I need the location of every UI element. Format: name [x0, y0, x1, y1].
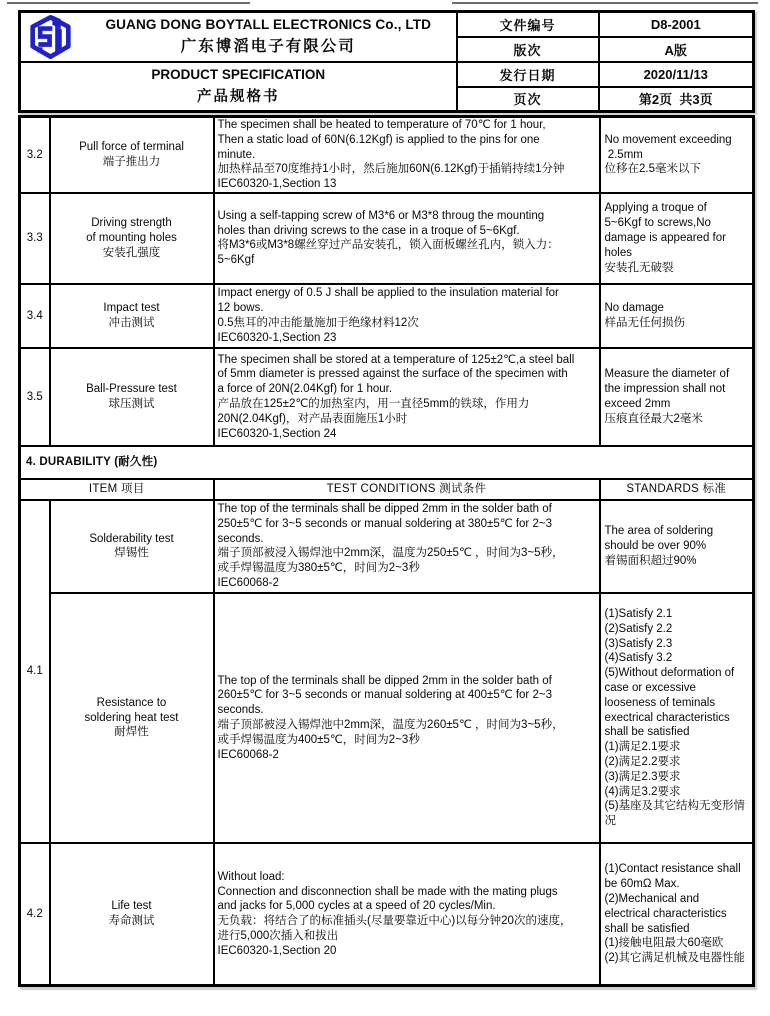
standards-cell: No damage 样品无任何损伤	[600, 284, 754, 348]
doc-title-cn: 产品规格书	[197, 88, 280, 105]
item-cell: Driving strength of mounting holes 安装孔强度	[50, 193, 214, 284]
conditions-cell: Impact energy of 0.5 J shall be applied to the insulation material for 12 bows. 0.5焦耳的冲击能量施加于绝缘材料12次 IEC60320-1,Section 23	[214, 284, 600, 348]
standards-cell: (1)Contact resistance shall be 60mΩ Max. (2)Mechanical and electrical characteristics shall be satisfied (1)接触电阻最大60毫欧 (2)其它满足机械及电器性能	[600, 843, 754, 986]
meta-label-page: 页次	[457, 87, 599, 112]
standards-cell: Applying a troque of 5~6Kgf to screws,No damage is appeared for holes 安装孔无破裂	[600, 193, 754, 284]
company-block	[20, 12, 457, 62]
document-header-table	[18, 10, 755, 113]
spec-sheet-page	[18, 10, 752, 987]
row-number: 3.2	[20, 117, 50, 193]
table-row-3-4	[20, 284, 754, 348]
standards-cell: The area of soldering should be over 90% 着锡面积超过90%	[600, 500, 754, 593]
company-logo-icon	[28, 14, 73, 59]
meta-label-doc-number: 文件编号	[457, 12, 599, 37]
conditions-cell: The top of the terminals shall be dipped 2mm in the solder bath of 260±5℃ for 3~5 seconds or manual soldering at 400±5℃ for 2~3 seconds. 端子顶部被浸入锡焊池中2mm深，温度为260±5℃ ，时间为3~5秒， 或手焊锡温度为400±5℃，时间为2~3秒 IEC60068-2	[214, 593, 600, 843]
row-number: 4.2	[20, 843, 50, 986]
table-row-4-2-life-test	[20, 843, 754, 986]
meta-value-doc-number: D8-2001	[599, 12, 754, 37]
column-header-conditions: TEST CONDITIONS 测试条件	[214, 479, 600, 500]
column-header-item: ITEM 项目	[20, 479, 214, 500]
item-cell: Solderability test 焊锡性	[50, 500, 214, 593]
doc-title-en: PRODUCT SPECIFICATION	[151, 66, 326, 82]
spec-body-table	[18, 115, 755, 987]
table-row-3-2	[20, 117, 754, 193]
column-header-standards: STANDARDS 标准	[600, 479, 754, 500]
row-number: 4.1	[20, 500, 50, 843]
meta-value-issue-date: 2020/11/13	[599, 62, 754, 87]
item-cell: Ball-Pressure test 球压测试	[50, 348, 214, 446]
standards-cell: Measure the diameter of the impression shall not exceed 2mm 压痕直径最大2毫米	[600, 348, 754, 446]
standards-cell: (1)Satisfy 2.1 (2)Satisfy 2.2 (3)Satisfy 2.3 (4)Satisfy 3.2 (5)Without deformation of case or excessive looseness of teminals exectrical characteristics shall be satisfied (1)满足2.1要求 (2)满足2.2要求 (3)满足2.3要求 (4)满足3.2要求 (5)基座及其它结构无变形情 况	[600, 593, 754, 843]
meta-value-page: 第2页 共3页	[599, 87, 754, 112]
meta-label-revision: 版次	[457, 37, 599, 62]
table-row-3-3	[20, 193, 754, 284]
row-number: 3.3	[20, 193, 50, 284]
conditions-cell: The specimen shall be heated to temperature of 70℃ for 1 hour, Then a static load of 60N(6.12Kgf) is applied to the pins for one minute. 加热样品至70度维持1小时，然后施加60N(6.12Kgf)于插销持续1分钟 IEC60320-1,Section 13	[214, 117, 600, 193]
table-row-4-1-solderability	[20, 500, 754, 593]
scan-edge-line	[7, 2, 250, 4]
meta-value-revision: A版	[599, 37, 754, 62]
item-cell: Impact test 冲击测试	[50, 284, 214, 348]
company-name-en: GUANG DONG BOYTALL ELECTRONICS Co., LTD	[105, 17, 432, 33]
section-4-title: 4. DURABILITY (耐久性)	[20, 446, 754, 479]
standards-cell: No movement exceeding 2.5mm 位移在2.5毫米以下	[600, 117, 754, 193]
item-cell: Resistance to soldering heat test 耐焊性	[50, 593, 214, 843]
table-header-row	[20, 479, 754, 500]
conditions-cell: Without load: Connection and disconnection shall be made with the mating plugs and jacks for 5,000 cycles at a speed of 20 cycles/Min. 无负载：将结合了的标准插头(尽量要靠近中心)以每分钟20次的速度， 进行5,000次插入和拔出 IEC60320-1,Section 20	[214, 843, 600, 986]
section-4-banner-row	[20, 446, 754, 479]
company-name-cn: 广东博滔电子有限公司	[180, 38, 356, 56]
row-number: 3.5	[20, 348, 50, 446]
conditions-cell: The top of the terminals shall be dipped 2mm in the solder bath of 250±5℃ for 3~5 seconds or manual soldering at 380±5℃ for 2~3 seconds. 端子顶部被浸入锡焊池中2mm深，温度为250±5℃ ，时间为3~5秒， 或手焊锡温度为380±5℃，时间为2~3秒 IEC60068-2	[214, 500, 600, 593]
meta-label-issue-date: 发行日期	[457, 62, 599, 87]
conditions-cell: The specimen shall be stored at a temperature of 125±2℃,a steel ball of 5mm diameter is pressed against the surface of the specimen with a force of 20N(2.04Kgf) for 1 hour. 产品放在125±2℃的加热室内，用一直径5mm的铁球，作用力 20N(2.04Kgf)，对产品表面施压1小时 IEC60320-1,Section 24	[214, 348, 600, 446]
item-cell: Pull force of terminal 端子推出力	[50, 117, 214, 193]
conditions-cell: Using a self-tapping screw of M3*6 or M3*8 throug the mounting holes than driving screws to the case in a troque of 5~6Kgf. 将M3*6或M3*8螺丝穿过产品安装孔，锁入面板螺丝孔内，锁入力： 5~6Kgf	[214, 193, 600, 284]
doc-title-block	[20, 62, 457, 112]
scan-edge-line	[452, 2, 758, 4]
item-cell: Life test 寿命测试	[50, 843, 214, 986]
row-number: 3.4	[20, 284, 50, 348]
table-row-3-5	[20, 348, 754, 446]
table-row-4-1-soldering-heat	[20, 593, 754, 843]
